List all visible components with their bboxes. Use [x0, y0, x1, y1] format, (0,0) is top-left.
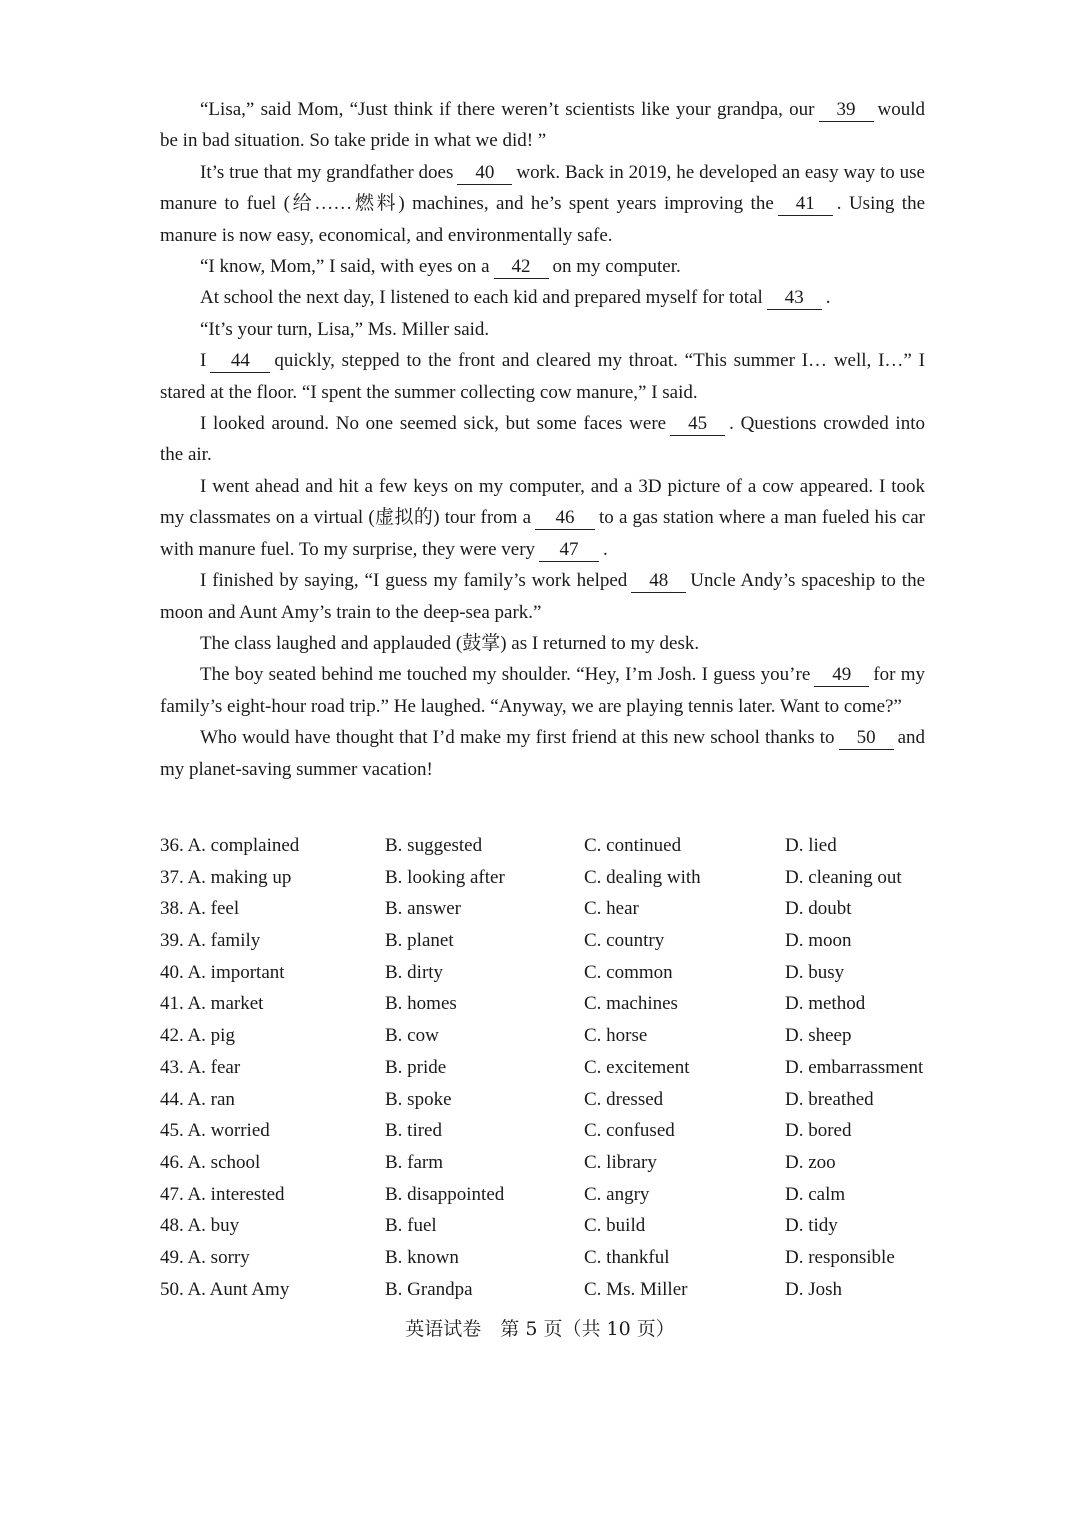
option-b: B. suggested	[385, 835, 483, 856]
option-c: C. hear	[584, 898, 639, 920]
option-d: D. cleaning out	[785, 866, 902, 888]
option-c: C. common	[584, 961, 673, 983]
passage-text: . Using the manure is now easy, economical, and environmentally safe.	[160, 193, 925, 246]
passage-text: . Questions crowded into the air.	[160, 413, 925, 466]
paragraph	[160, 345, 925, 408]
option-a: 44. A. ran	[160, 1088, 235, 1110]
option-a: 50. A. Aunt Amy	[160, 1278, 290, 1300]
blank-42: 42	[494, 256, 549, 279]
option-a: 43. A. fear	[160, 1056, 241, 1078]
paragraph	[160, 251, 925, 282]
option-row	[160, 1242, 940, 1274]
option-a: 42. A. pig	[160, 1025, 235, 1047]
blank-41: 41	[778, 193, 833, 216]
blank-39: 39	[819, 99, 874, 122]
blank-47: 47	[539, 539, 599, 562]
option-c: C. excitement	[584, 1056, 690, 1078]
option-c: C. library	[584, 1151, 657, 1173]
option-a: 36. A. complained	[160, 835, 300, 856]
blank-50: 50	[839, 727, 894, 750]
paragraph	[160, 565, 925, 628]
option-d: D. Josh	[785, 1278, 843, 1300]
passage-text: .	[603, 538, 608, 560]
paragraph	[160, 659, 925, 722]
paragraph	[160, 314, 925, 345]
passage-text: .	[825, 287, 831, 309]
option-d: D. method	[785, 993, 866, 1015]
option-b: B. tired	[385, 1120, 442, 1142]
option-d: D. embarrassment	[785, 1056, 924, 1078]
option-c: C. continued	[584, 835, 682, 856]
option-d: D. tidy	[785, 1215, 838, 1237]
blank-48: 48	[631, 570, 686, 593]
option-b: B. fuel	[385, 1215, 437, 1237]
option-row	[160, 893, 940, 925]
option-c: C. machines	[584, 993, 678, 1015]
option-c: C. country	[584, 930, 665, 952]
option-row	[160, 925, 940, 957]
passage-text: would be in bad situation. So take pride in what we did! ”	[160, 99, 925, 152]
blank-43: 43	[767, 287, 822, 310]
blank-44: 44	[210, 350, 270, 373]
passage-text: At school the next day, I listened to each kid and prepared myself for total	[200, 287, 763, 309]
option-d: D. zoo	[785, 1151, 836, 1173]
passage-text: Uncle Andy’s spaceship to the moon and Aunt Amy’s train to the deep-sea park.”	[160, 570, 925, 623]
option-a: 39. A. family	[160, 930, 261, 952]
blank-49: 49	[814, 664, 869, 687]
option-b: B. disappointed	[385, 1183, 505, 1205]
passage-text: I looked around. No one seemed sick, but some faces were	[200, 413, 667, 435]
option-c: C. confused	[584, 1120, 675, 1142]
paragraph	[160, 94, 925, 157]
option-d: D. calm	[785, 1183, 846, 1205]
passage-text: Who would have thought that I’d make my first friend at this new school thanks to	[200, 727, 835, 749]
option-d: D. doubt	[785, 898, 852, 920]
option-d: D. responsible	[785, 1246, 895, 1268]
answer-options	[160, 830, 940, 1305]
cloze-passage	[160, 94, 925, 785]
passage-text: I finished by saying, “I guess my family’s work helped	[200, 570, 628, 592]
option-d: D. sheep	[785, 1025, 852, 1047]
option-a: 45. A. worried	[160, 1120, 270, 1142]
paragraph	[160, 628, 925, 659]
passage-text: The boy seated behind me touched my shoulder. “Hey, I’m Josh. I guess you’re	[200, 664, 811, 686]
option-c: C. horse	[584, 1025, 648, 1047]
option-d: D. moon	[785, 930, 852, 952]
option-a: 48. A. buy	[160, 1215, 240, 1237]
option-a: 46. A. school	[160, 1151, 261, 1173]
option-row	[160, 1084, 940, 1116]
option-c: C. thankful	[584, 1246, 670, 1268]
paragraph	[160, 157, 925, 251]
option-row	[160, 1147, 940, 1179]
option-b: B. spoke	[385, 1088, 452, 1110]
passage-text: I went ahead and hit a few keys on my computer, and a 3D picture of a cow appeared. I took my classmates on a virtual (虚拟的) tour from a	[160, 475, 925, 529]
option-a: 41. A. market	[160, 993, 264, 1015]
page-footer: 英语试卷 第 5 页（共 10 页）	[405, 1318, 675, 1340]
passage-text: on my computer.	[552, 256, 681, 278]
passage-text: quickly, stepped to the front and cleared my throat. “This summer I… well, I…” I stared at the floor. “I spent the summer collecting cow manure,” I said.	[160, 350, 925, 403]
option-b: B. looking after	[385, 866, 505, 888]
option-b: B. pride	[385, 1056, 447, 1078]
option-c: C. Ms. Miller	[584, 1278, 688, 1300]
paragraph	[160, 722, 925, 785]
blank-46: 46	[535, 507, 595, 530]
option-d: D. bored	[785, 1120, 852, 1142]
passage-text: It’s true that my grandfather does	[200, 161, 454, 183]
option-row	[160, 1210, 940, 1242]
option-row	[160, 1115, 940, 1147]
option-row	[160, 830, 940, 862]
option-a: 47. A. interested	[160, 1183, 285, 1205]
option-row	[160, 1020, 940, 1052]
option-row	[160, 1274, 940, 1306]
option-a: 37. A. making up	[160, 866, 292, 888]
option-row	[160, 862, 940, 894]
blank-40: 40	[457, 162, 512, 185]
option-b: B. planet	[385, 930, 454, 952]
option-d: D. lied	[785, 835, 837, 856]
option-b: B. answer	[385, 898, 461, 920]
passage-text: The class laughed and applauded (鼓掌) as I returned to my desk.	[200, 632, 700, 654]
paragraph	[160, 408, 925, 471]
passage-text: “It’s your turn, Lisa,” Ms. Miller said.	[200, 318, 490, 340]
option-row	[160, 957, 940, 989]
paragraph	[160, 471, 925, 565]
option-a: 40. A. important	[160, 961, 285, 983]
option-b: B. Grandpa	[385, 1278, 473, 1300]
paragraph	[160, 282, 925, 313]
passage-text: for my family’s eight-hour road trip.” He laughed. “Anyway, we are playing tennis later. Want to come?”	[160, 664, 925, 717]
passage-text: to a gas station where a man fueled his car with manure fuel. To my surprise, they were very	[160, 507, 926, 560]
option-b: B. farm	[385, 1151, 444, 1173]
blank-45: 45	[670, 413, 725, 436]
passage-text: and my planet-saving summer vacation!	[160, 727, 925, 780]
option-c: C. dressed	[584, 1088, 664, 1110]
option-row	[160, 988, 940, 1020]
option-a: 38. A. feel	[160, 898, 240, 920]
passage-text: I	[200, 350, 207, 372]
option-b: B. homes	[385, 993, 457, 1015]
option-row	[160, 1179, 940, 1211]
option-b: B. cow	[385, 1025, 439, 1047]
passage-text: “I know, Mom,” I said, with eyes on a	[200, 256, 490, 278]
option-b: B. dirty	[385, 961, 444, 983]
option-c: C. dealing with	[584, 866, 701, 888]
option-d: D. busy	[785, 961, 845, 983]
option-row	[160, 1052, 940, 1084]
passage-text: “Lisa,” said Mom, “Just think if there weren’t scientists like your grandpa, our	[200, 99, 815, 120]
option-d: D. breathed	[785, 1088, 874, 1110]
option-b: B. known	[385, 1246, 459, 1268]
option-c: C. build	[584, 1215, 646, 1237]
option-c: C. angry	[584, 1183, 650, 1205]
option-a: 49. A. sorry	[160, 1246, 250, 1268]
passage-text: work. Back in 2019, he developed an easy way to use manure to fuel (给……燃料) machines, and he’s spent years improving the	[160, 161, 925, 215]
